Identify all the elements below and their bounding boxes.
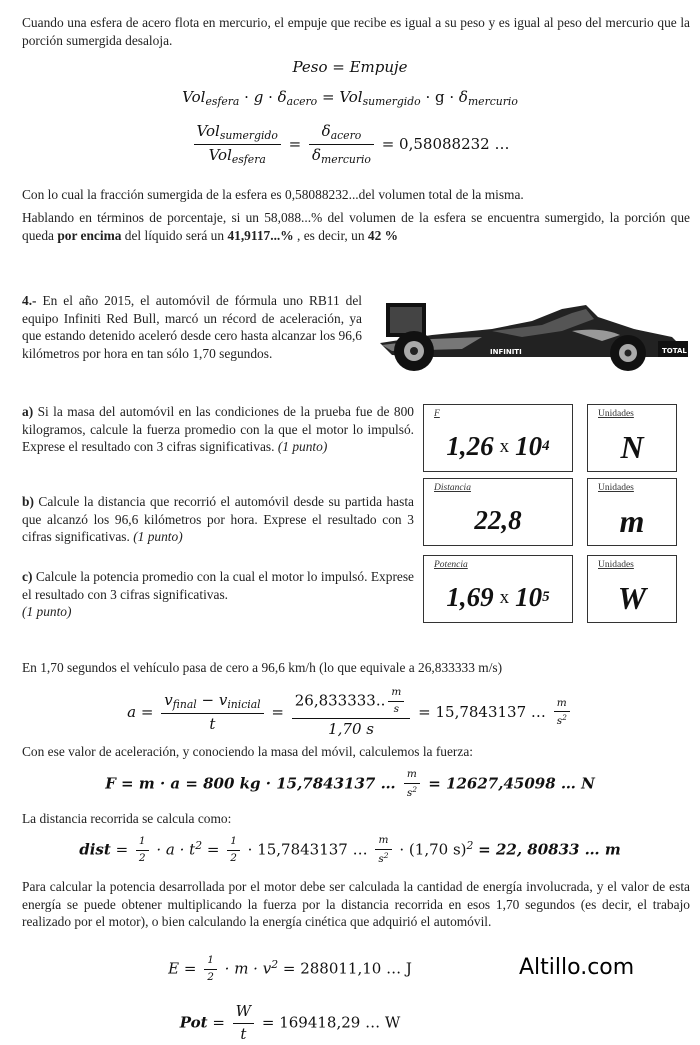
equation-distance: dist = $\frac{1}{2}$ · $a \cdot t^2$ = $\frac{1}{2}$ · 15,7843137 … $\frac{m}{s^2}$ · (1,70 s)$^2$ = 22, 80833 … m <box>79 834 621 865</box>
answer-box-distance: Distancia 22,8 <box>423 478 573 546</box>
answer-box-power: Potencia 1,69 x 10 5 <box>423 555 573 623</box>
car-brand-label: INFINITI <box>490 348 522 356</box>
equation-peso-empuje: Peso = Empuje <box>292 58 408 76</box>
car-sponsor-label: TOTAL <box>662 347 687 355</box>
distance-intro: La distancia recorrida se calcula como: <box>22 811 232 826</box>
question-c: c) Calcule la potencia promedio con la cual el motor lo impulsó. Exprese el resultado con 3 cifras significativas. (1 punto) <box>22 569 414 620</box>
solution-intro: En 1,70 segundos el vehículo pasa de cero a 96,6 km/h (lo que equivale a 26,833333 m/s) <box>22 660 503 675</box>
power-explanation: Para calcular la potencia desarrollada por el motor debe ser calculada la cantidad de energía involucrada, y el valor de esta energía se puede obtener multiplicando la fuerza por la distancia recorrida en esos 1,70 segundos (es decir, el trabajo realizado por el motor), o bien calculando la energía cinética que adquirió el automóvil. <box>22 879 690 930</box>
equation-power: Pot = $\frac{W}{t}$ = 169418,29 … W <box>179 1002 401 1043</box>
equation-ratio: $\frac{Vol_{sumergido}}{Vol_{esfera}}$ = $\frac{\delta_{acero}}{\delta_{mercurio}}$ = 0,58088232 … <box>0 122 700 168</box>
force-intro: Con ese valor de aceleración, y conociendo la masa del móvil, calculemos la fuerza: <box>22 744 473 759</box>
formula-one-car-image <box>372 291 690 375</box>
equation-energy: E = $\frac{1}{2}$ · $m \cdot v^2 = 288011,10$ … J <box>168 954 412 983</box>
question-b: b) Calcule la distancia que recorrió el automóvil desde su partida hasta que alcanzó los 96,6 kilómetros por hora. Exprese el resultado con 3 cifras significativas. (1 punto) <box>22 494 414 545</box>
fraction-paragraph: Con lo cual la fracción sumergida de la esfera es 0,58088232...del volumen total de la misma. <box>22 187 524 202</box>
answer-box-distance-units: Unidades m <box>587 478 677 546</box>
problem-statement: 4.- En el año 2015, el automóvil de fórmula uno RB11 del equipo Infiniti Red Bull, marcó un récord de aceleración, ya que estando detenido aceleró desde cero hasta alcanzar los 96,6 kilómetros por hora en tan sólo 1,70 segundos. <box>22 293 362 362</box>
percentage-paragraph: Hablando en términos de porcentaje, si un 58,088...% del volumen de la esfera se encuentra sumergido, la porción que queda por encima del líquido será un 41,9117...% , es decir, un 42 % <box>22 210 690 243</box>
answer-box-power-units: Unidades W <box>587 555 677 623</box>
equation-force: F = m · a = 800 kg · 15,7843137 … $\frac{m}{s^2}$ = 12627,45098 … N <box>105 768 595 799</box>
answer-box-force-units: Unidades N <box>587 404 677 472</box>
answer-box-force: F 1,26 x 10 4 <box>423 404 573 472</box>
equation-acceleration: a = $\frac{v_{final} - v_{inicial}}{t}$ = 26,833333.. $\frac{m}{s}$ 1,70 s = 15,7843137 … $\frac{m}{s^2}$ <box>0 686 700 740</box>
intro-paragraph: Cuando una esfera de acero flota en mercurio, el empuje que recibe es igual a su peso y es igual al peso del mercurio que la porción sumergida desaloja. <box>22 15 690 48</box>
question-a: a) Si la masa del automóvil en las condiciones de la prueba fue de 800 kilogramos, calcule la fuerza promedio con la que el motor lo impulsó. Exprese el resultado con 3 cifras significativas. (1 punto) <box>22 404 414 455</box>
altillo-watermark: Altillo.com <box>519 955 635 980</box>
equation-volumes: $Vol_{esfera} \cdot g \cdot \delta_{acero} = Vol_{sumergido} \cdot g \cdot \delta_{mercurio}$ <box>182 88 518 109</box>
